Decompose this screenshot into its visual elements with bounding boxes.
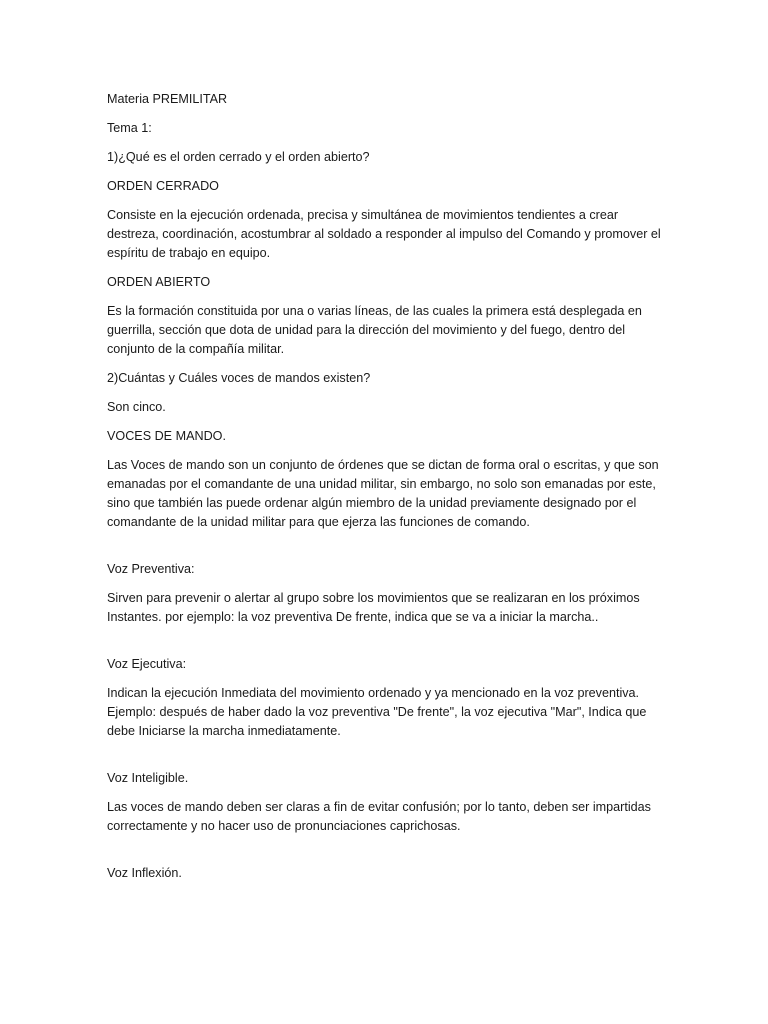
executive-paragraph: Indican la ejecución Inmediata del movimiento ordenado y ya mencionado en la voz preventiva. Ejemplo: después de haber dado la voz preventiva "De frente", la voz ejecutiva "Mar", Indica que debe Iniciarse la marcha inmediatamente. — [107, 686, 647, 738]
question-2-answer: Son cinco. — [107, 400, 166, 414]
preventive-heading: Voz Preventiva: — [107, 562, 195, 576]
commands-paragraph: Las Voces de mando son un conjunto de órdenes que se dictan de forma oral o escritas, y que son emanadas por el comandante de una unidad militar, sin embargo, no solo son emanadas por este, sino que también las puede ordenar algún miembro de la unidad previamente designado por el comandante de la unidad militar para que ejerza las funciones de comando. — [107, 458, 659, 529]
intelligible-paragraph: Las voces de mando deben ser claras a fin de evitar confusión; por lo tanto, deben ser impartidas correctamente y no hacer uso de pronunciaciones caprichosas. — [107, 800, 651, 833]
question-2: 2)Cuántas y Cuáles voces de mandos existen? — [107, 371, 371, 385]
executive-heading: Voz Ejecutiva: — [107, 657, 187, 671]
preventive-paragraph: Sirven para prevenir o alertar al grupo sobre los movimientos que se realizaran en los próximos Instantes. por ejemplo: la voz preventiva De frente, indica que se va a iniciar la marcha.. — [107, 591, 640, 624]
closed-order-heading: ORDEN CERRADO — [107, 179, 219, 193]
inflection-heading: Voz Inflexión. — [107, 866, 182, 880]
intelligible-heading: Voz Inteligible. — [107, 771, 189, 785]
closed-order-paragraph: Consiste en la ejecución ordenada, precisa y simultánea de movimientos tendientes a crear destreza, coordinación, acostumbrar al soldado a responder al impulso del Comando y promover el espíritu de trabajo en equipo. — [107, 208, 661, 260]
document-body — [107, 90, 667, 893]
open-order-heading: ORDEN ABIERTO — [107, 275, 211, 289]
question-1: 1)¿Qué es el orden cerrado y el orden abierto? — [107, 150, 370, 164]
open-order-paragraph: Es la formación constituida por una o varias líneas, de las cuales la primera está desplegada en guerrilla, sección que dota de unidad para la dirección del movimiento y del fuego, dentro del conjunto de la compañía militar. — [107, 304, 642, 356]
subject-line: Materia PREMILITAR — [107, 92, 228, 106]
topic-line: Tema 1: — [107, 121, 152, 135]
commands-heading: VOCES DE MANDO. — [107, 429, 226, 443]
